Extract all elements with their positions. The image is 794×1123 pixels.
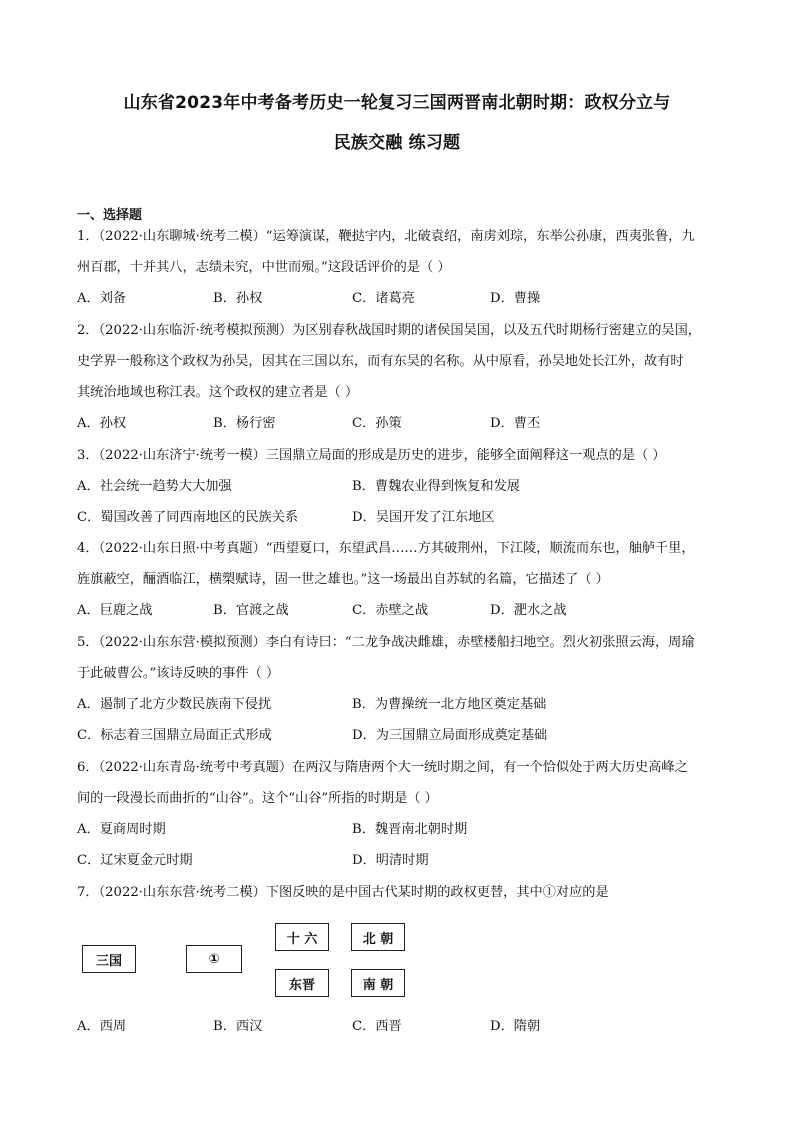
- q4-option-c: C．赤壁之战: [352, 603, 429, 618]
- q2-option-a: A．孙权: [77, 416, 127, 431]
- q5-line-2: 于此破曹公。”该诗反映的事件（ ）: [77, 666, 280, 681]
- q5-line-1: 5．（2022·山东东营·模拟预测）李白有诗曰：“二龙争战决雌雄，赤壁楼船扫地空。烈火初张照云海，周瑜: [77, 635, 695, 650]
- q3-option-a: A．社会统一趋势大大加强: [77, 479, 232, 494]
- q1-line-1: 1．（2022·山东聊城·统考二模）“运筹演谋，鞭挞宇内，北破袁绍，南虏刘琮，东举公孙康，西夷张鲁，九: [77, 229, 695, 244]
- q6-line-1: 6．（2022·山东青岛·统考中考真题）在两汉与隋唐两个大一统时期之间，有一个恰似处于两大历史高峰之: [77, 760, 688, 775]
- q7-option-c: C．西晋: [352, 1019, 402, 1034]
- q4-line-2: 旌旗蔽空，酾酒临江，横槊赋诗，固一世之雄也。”这一场最出自苏轼的名篇，它描述了（ ）: [77, 572, 609, 587]
- q6-option-b: B．魏晋南北朝时期: [352, 822, 468, 837]
- document-title-line-1: 山东省2023年中考备考历史一轮复习三国两晋南北朝时期：政权分立与: [123, 93, 671, 113]
- q3-option-b: B．曹魏农业得到恢复和发展: [352, 479, 520, 494]
- q7-option-a: A．西周: [77, 1019, 127, 1034]
- section-heading: 一、选择题: [77, 208, 143, 223]
- diagram-box-three-kingdoms: 三国: [82, 945, 136, 973]
- q4-option-d: D．淝水之战: [490, 603, 567, 618]
- q2-option-d: D．曹丕: [490, 416, 541, 431]
- q3-option-d: D．吴国开发了江东地区: [352, 510, 495, 525]
- q4-option-b: B．官渡之战: [213, 603, 289, 618]
- q1-option-d: D．曹操: [490, 291, 541, 306]
- q2-line-3: 其统治地域也称江表。这个政权的建立者是（ ）: [77, 385, 359, 400]
- q2-line-1: 2．（2022·山东临沂·统考模拟预测）为区别春秋战国时期的诸侯国吴国，以及五代时期杨行密建立的吴国，: [77, 323, 701, 338]
- q5-option-d: D．为三国鼎立局面形成奠定基础: [352, 728, 548, 743]
- diagram-box-northern-dynasties: 北 朝: [351, 923, 405, 951]
- q7-line-1: 7．（2022·山东东营·统考二模）下图反映的是中国古代某时期的政权更替，其中①对应的是: [77, 885, 609, 900]
- diagram-box-sixteen: 十 六: [275, 923, 329, 951]
- diagram-box-southern-dynasties: 南 朝: [351, 969, 405, 997]
- q2-option-b: B．杨行密: [213, 416, 276, 431]
- q2-line-2: 史学界一般称这个政权为孙吴，因其在三国以东，而有东吴的名称。从中原看，孙吴地处长江外，故有时: [77, 354, 684, 369]
- q7-option-d: D．隋朝: [490, 1019, 541, 1034]
- q1-option-c: C．诸葛亮: [352, 291, 415, 306]
- q6-line-2: 间的一段漫长而曲折的“山谷”。这个“山谷”所指的时期是（ ）: [77, 791, 438, 806]
- q1-option-b: B．孙权: [213, 291, 263, 306]
- q7-option-b: B．西汉: [213, 1019, 263, 1034]
- q2-option-c: C．孙策: [352, 416, 402, 431]
- q3-line-1: 3．（2022·山东济宁·统考一模）三国鼎立局面的形成是历史的进步，能够全面阐释这一观点的是（ ）: [77, 448, 666, 463]
- q3-option-c: C．蜀国改善了同西南地区的民族关系: [77, 510, 299, 525]
- q1-line-2: 州百郡，十并其八，志绩未究，中世而殒。”这段话评价的是（ ）: [77, 260, 451, 275]
- q5-option-c: C．标志着三国鼎立局面正式形成: [77, 728, 272, 743]
- q6-option-d: D．明清时期: [352, 853, 429, 868]
- q4-line-1: 4．（2022·山东日照·中考真题）“西望夏口，东望武昌……方其破荆州，下江陵，顺流而东也，舳舻千里，: [77, 541, 695, 556]
- document-title-line-2: 民族交融 练习题: [333, 133, 461, 153]
- q1-option-a: A．刘备: [77, 291, 127, 306]
- diagram-box-eastern-jin: 东晋: [275, 969, 329, 997]
- q6-option-a: A．夏商周时期: [77, 822, 166, 837]
- q4-option-a: A．巨鹿之战: [77, 603, 153, 618]
- diagram-box-circled-one: ①: [186, 945, 242, 973]
- q5-option-b: B．为曹操统一北方地区奠定基础: [352, 697, 547, 712]
- q5-option-a: A．遏制了北方少数民族南下侵扰: [77, 697, 272, 712]
- q6-option-c: C．辽宋夏金元时期: [77, 853, 193, 868]
